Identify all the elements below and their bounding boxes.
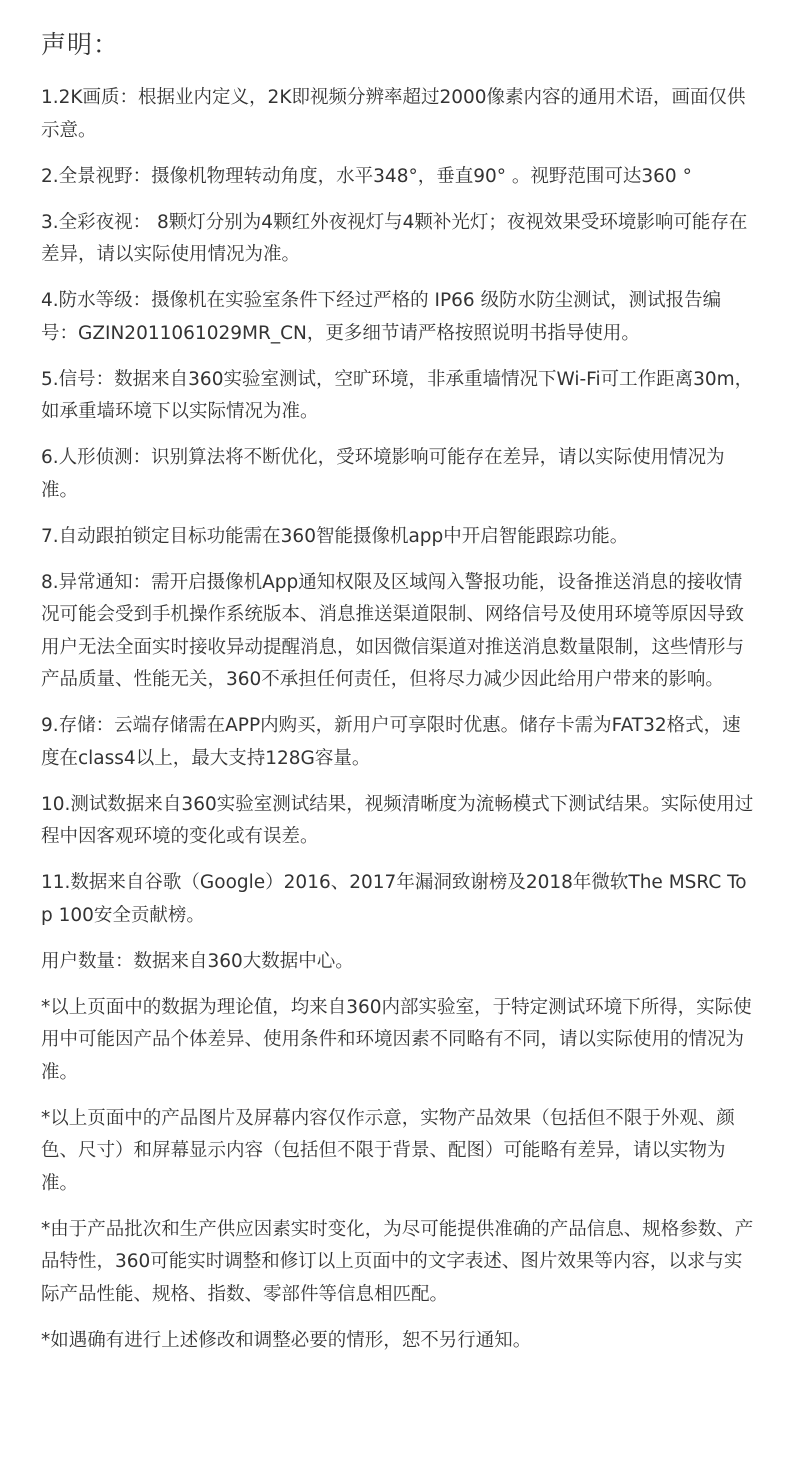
note-images-illustrative: *以上页面中的产品图片及屏幕内容仅作示意，实物产品效果（包括但不限于外观、颜色、尺寸）和屏幕显示内容（包括但不限于背景、配图）可能略有差异，请以实物为准。: [41, 1107, 735, 1194]
disclaimer-item-3: 3.全彩夜视： 8颗灯分别为4颗红外夜视灯与4颗补光灯；夜视效果受环境影响可能存在差异，请以实际使用情况为准。: [41, 211, 748, 265]
disclaimer-item-9: 9.存储：云端存储需在APP内购买，新用户可享限时优惠。储存卡需为FAT32格式，速度在class4以上，最大支持128G容量。: [41, 715, 741, 769]
disclaimer-item-10: 10.测试数据来自360实验室测试结果，视频清晰度为流畅模式下测试结果。实际使用过程中因客观环境的变化或有误差。: [41, 793, 754, 847]
disclaimer-item-6: 6.人形侦测：识别算法将不断优化，受环境影响可能存在差异，请以实际使用情况为准。: [41, 447, 725, 501]
user-count-note: 用户数量：数据来自360大数据中心。: [41, 950, 354, 972]
disclaimer-item-11: 11.数据来自谷歌（Google）2016、2017年漏洞致谢榜及2018年微软The MSRC Top 100安全贡献榜。: [41, 872, 747, 926]
disclaimer-item-4: 4.防水等级：摄像机在实验室条件下经过严格的 IP66 级防水防尘测试，测试报告编号：GZIN2011061029MR_CN，更多细节请严格按照说明书指导使用。: [41, 290, 722, 344]
disclaimer-item-2: 2.全景视野：摄像机物理转动角度，水平348°，垂直90° 。视野范围可达360 °: [41, 165, 692, 187]
note-realtime-changes: *由于产品批次和生产供应因素实时变化，为尽可能提供准确的产品信息、规格参数、产品特性，360可能实时调整和修订以上页面中的文字表述、图片效果等内容，以求与实际产品性能、规格、指数、零部件等信息相匹配。: [41, 1218, 754, 1305]
disclaimer-document: [41, 28, 756, 1371]
disclaimer-item-8: 8.异常通知：需开启摄像机App通知权限及区域闯入警报功能，设备推送消息的接收情况可能会受到手机操作系统版本、消息推送渠道限制、网络信号及使用环境等原因导致用户无法全面实时接收异动提醒消息，如因微信渠道对推送消息数量限制，这些情形与产品质量、性能无关，360不承担任何责任，但将尽力减少因此给用户带来的影响。: [41, 571, 745, 690]
disclaimer-item-7: 7.自动跟拍锁定目标功能需在360智能摄像机app中开启智能跟踪功能。: [41, 525, 629, 547]
disclaimer-item-5: 5.信号：数据来自360实验室测试，空旷环境，非承重墙情况下Wi-Fi可工作距离30m，如承重墙环境下以实际情况为准。: [41, 368, 754, 422]
note-theoretical-data: *以上页面中的数据为理论值，均来自360内部实验室，于特定测试环境下所得，实际使用中可能因产品个体差异、使用条件和环境因素不同略有不同，请以实际使用的情况为准。: [41, 996, 752, 1083]
note-no-further-notice: *如遇确有进行上述修改和调整必要的情形，恕不另行通知。: [41, 1329, 532, 1351]
disclaimer-item-1: 1.2K画质：根据业内定义，2K即视频分辨率超过2000像素内容的通用术语，画面仅供示意。: [41, 87, 746, 141]
page-title: 声明：: [41, 30, 120, 59]
